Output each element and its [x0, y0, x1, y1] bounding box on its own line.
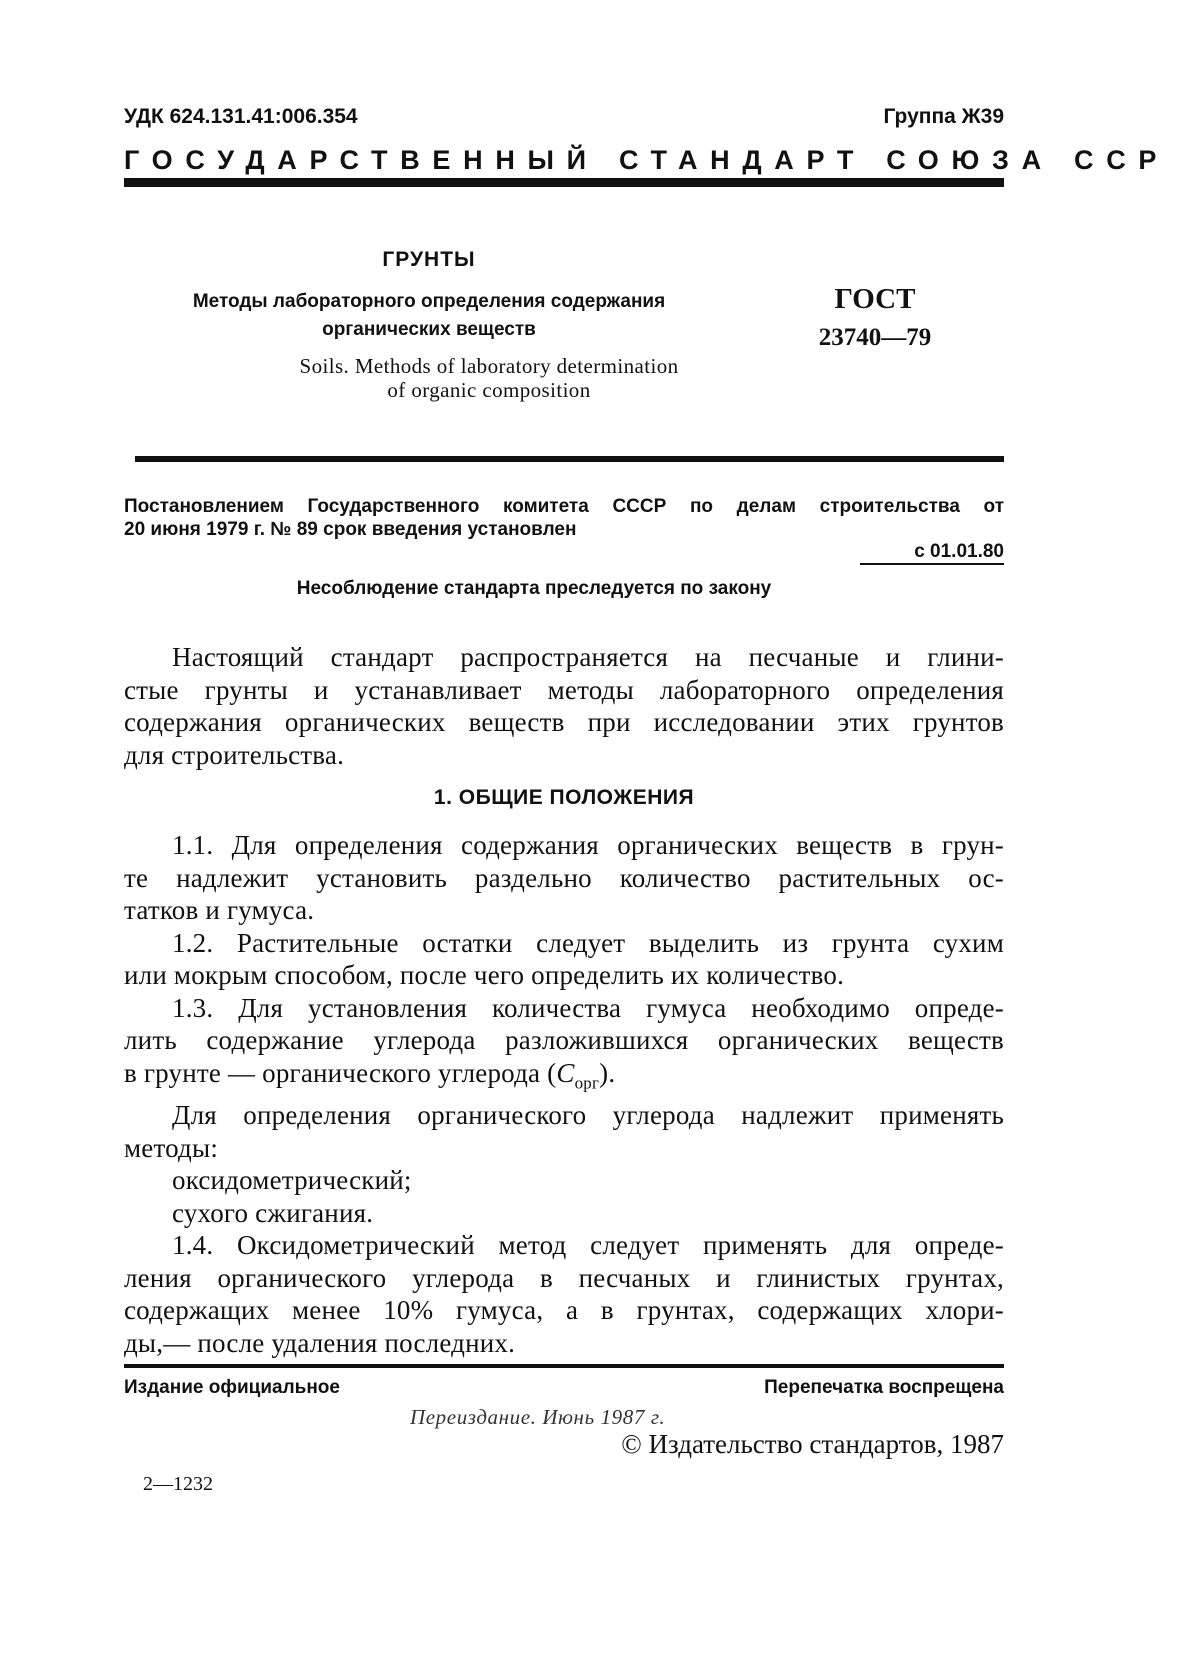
- clause-1-3-end: ).: [599, 1057, 616, 1088]
- effective-date: с 01.01.80: [860, 541, 1004, 565]
- udk-code: УДК 624.131.41:006.354: [124, 105, 358, 128]
- footer-rule: [124, 1364, 1004, 1368]
- reissue-note: Переиздание. Июнь 1987 г.: [410, 1405, 666, 1429]
- clause-1-1-line: татков и гумуса.: [124, 895, 315, 925]
- clause-1-3-line: 1.3. Для установления количества гумуса необходимо опреде-: [172, 992, 1004, 1023]
- method-item: оксидометрический;: [172, 1165, 412, 1196]
- official-edition: Издание официальное: [124, 1377, 340, 1398]
- clause-1-4-line: 1.4. Оксидометрический метод следует применять для опреде-: [172, 1230, 1004, 1261]
- clause-1-3-line: [124, 1057, 1004, 1100]
- subtitle-line-1: Методы лабораторного определения содержания: [192, 291, 666, 312]
- carbon-subscript: орг: [574, 1072, 600, 1092]
- page-code: 2—1232: [143, 1473, 213, 1495]
- gost-label: ГОСТ: [834, 283, 916, 315]
- english-title-line-1: Soils. Methods of laboratory determination: [299, 354, 679, 378]
- copyright: © Издательство стандартов, 1987: [621, 1429, 1004, 1459]
- document-title: ГРУНТЫ: [382, 248, 476, 271]
- reprint-prohibited: Перепечатка воспрещена: [764, 1377, 1004, 1398]
- method-item: сухого сжигания.: [172, 1197, 374, 1228]
- methods-intro-line: методы:: [124, 1132, 219, 1163]
- law-notice: Несоблюдение стандарта преследуется по закону: [296, 578, 772, 599]
- clause-1-4-line: ления органического углерода в песчаных и глинистых грунтах,: [124, 1262, 1004, 1293]
- decree-line-1: Постановлением Государственного комитета СССР по делам строительства от: [124, 496, 1004, 517]
- intro-line: Настоящий стандарт распространяется на песчаные и глини-: [172, 642, 1004, 672]
- intro-paragraph: [124, 641, 1004, 771]
- group-code: Группа Ж39: [883, 105, 1004, 128]
- intro-line: стые грунты и устанавливает методы лабораторного определения: [124, 674, 1004, 705]
- clause-1-2-line: 1.2. Растительные остатки следует выделить из грунта сухим: [172, 927, 1004, 958]
- subtitle-line-2: органических веществ: [322, 319, 536, 340]
- clause-1-2-line: или мокрым способом, после чего определить их количество.: [124, 960, 845, 990]
- gost-number: 23740—79: [818, 324, 932, 351]
- clause-1-1-line: те надлежит установить раздельно количество растительных ос-: [124, 862, 1004, 893]
- intro-line: содержания органических веществ при исследовании этих грунтов: [124, 707, 1004, 737]
- carbon-symbol: C: [556, 1057, 575, 1088]
- clause-1-3-text: в грунте — органического углерода (: [124, 1057, 557, 1088]
- standard-banner: ГОСУДАРСТВЕННЫЙ СТАНДАРТ СОЮЗА ССР: [124, 145, 1170, 175]
- methods-intro-line: Для определения органического углерода надлежит применять: [172, 1100, 1004, 1131]
- clause-1-4-line: содержащих менее 10% гумуса, а в грунтах, содержащих хлори-: [124, 1295, 1004, 1326]
- decree-line-2: 20 июня 1979 г. № 89 срок введения установлен: [124, 519, 577, 540]
- intro-line: для строительства.: [124, 739, 345, 770]
- clause-1-3-line: лить содержание углерода разложившихся органических веществ: [124, 1025, 1004, 1055]
- english-title-line-2: of organic composition: [387, 378, 591, 402]
- clause-1-4-line: ды,— после удаления последних.: [124, 1327, 516, 1358]
- clause-1-1-line: 1.1. Для определения содержания органических веществ в грун-: [172, 830, 1004, 860]
- section-heading: 1. ОБЩИЕ ПОЛОЖЕНИЯ: [433, 786, 695, 809]
- section-body: [124, 829, 1004, 1359]
- header-rule: [124, 178, 1004, 187]
- title-rule: [135, 456, 1004, 462]
